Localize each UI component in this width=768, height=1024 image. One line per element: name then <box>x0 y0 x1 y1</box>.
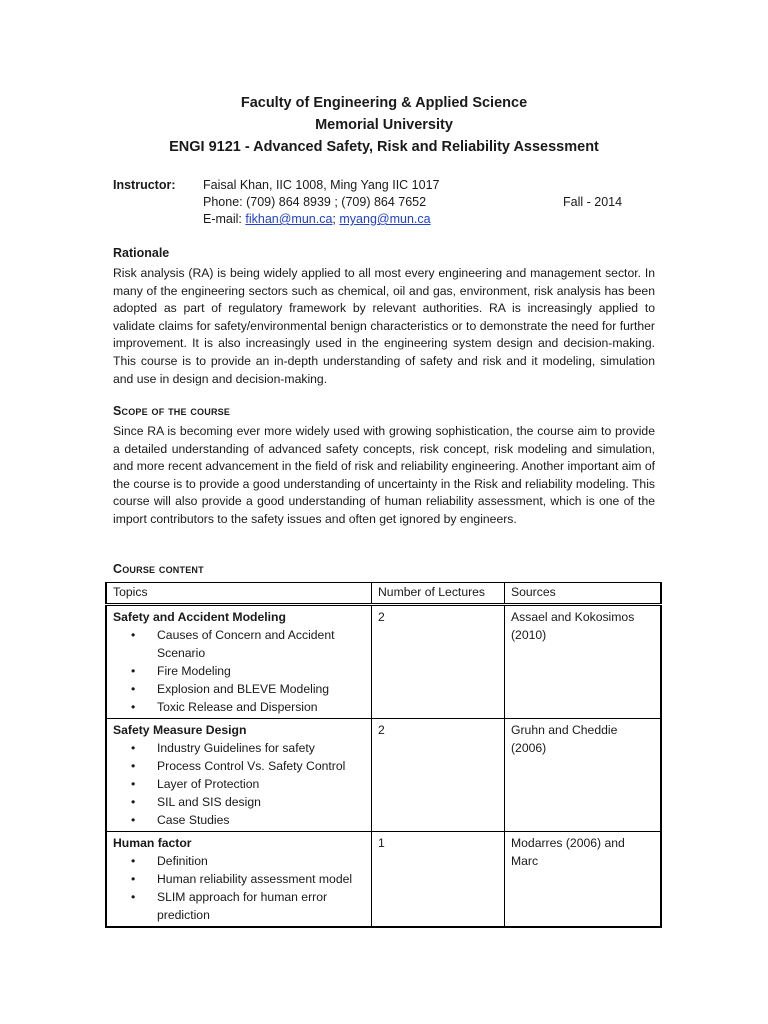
list-item: • Layer of Protection <box>157 775 365 793</box>
topic-cell <box>106 719 372 832</box>
lectures-cell: 1 <box>372 832 505 928</box>
table-row <box>106 719 661 832</box>
scope-text: Since RA is becoming ever more widely used with growing sophistication, the course aim to provide a detailed understanding of advanced safety concepts, risk concept, risk modeling and simulation, and more recent advancement in the field of risk and reliability engineering. Another important aim of the course is to provide a good understanding of uncertainty in the Risk and reliability modeling. This course will also provide a good understanding of human reliability assessment, which is one of the import contributors to the safety issues and often get ignored by engineers. <box>113 424 655 526</box>
topic-name: Safety Measure Design <box>113 723 247 737</box>
list-item: • Explosion and BLEVE Modeling <box>157 680 365 698</box>
instructor-email <box>203 212 431 226</box>
instructor-label: Instructor: <box>113 178 176 192</box>
column-header-topics: Topics <box>106 583 372 605</box>
email-separator: ; <box>332 212 340 226</box>
topic-cell <box>106 605 372 719</box>
source-cell: Gruhn and Cheddie (2006) <box>505 719 662 832</box>
rationale-heading: Rationale <box>113 246 170 260</box>
instructor-phone: Phone: (709) 864 8939 ; (709) 864 7652 <box>203 195 427 209</box>
list-item: • Causes of Concern and Accident Scenario <box>157 626 365 662</box>
scope-heading: Scope of the course <box>113 404 231 418</box>
list-item: • Industry Guidelines for safety <box>157 739 365 757</box>
table-header-row <box>106 583 661 605</box>
topic-cell <box>106 832 372 928</box>
email-link-khan[interactable]: fikhan@mun.ca <box>245 212 333 226</box>
instructor-names: Faisal Khan, IIC 1008, Ming Yang IIC 1017 <box>203 178 440 192</box>
list-item: • Human reliability assessment model <box>157 870 365 888</box>
column-header-sources: Sources <box>505 583 662 605</box>
table-row <box>106 832 661 928</box>
email-link-yang[interactable]: myang@mun.ca <box>339 212 431 226</box>
table-row <box>106 605 661 719</box>
rationale-text: Risk analysis (RA) is being widely applied to all most every engineering and management sector. In many of the engineering sectors such as chemical, oil and gas, environment, risk analysis has been adopted as part of regulatory framework by relevant authorities. RA is increasingly applied to validate claims for safety/environmental benign characteristics or to demonstrate the need for further improvement. It is also increasingly used in the engineering system design and decision-making. This course is to provide an in-depth understanding of safety and risk and it modeling, simulation and use in design and decision-making. <box>113 266 655 386</box>
lectures-cell: 2 <box>372 719 505 832</box>
course-title: ENGI 9121 - Advanced Safety, Risk and Reliability Assessment <box>169 139 599 155</box>
list-item: • Definition <box>157 852 365 870</box>
course-content-heading: Course content <box>113 562 204 576</box>
faculty-title: Faculty of Engineering & Applied Science <box>240 95 528 111</box>
topic-name: Safety and Accident Modeling <box>113 610 286 624</box>
list-item: • Fire Modeling <box>157 662 365 680</box>
column-header-lectures: Number of Lectures <box>372 583 505 605</box>
topic-name: Human factor <box>113 836 192 850</box>
course-content-table <box>105 582 662 928</box>
subtopic-list <box>113 739 365 829</box>
list-item: • Case Studies <box>157 811 365 829</box>
email-prefix: E-mail: <box>203 212 246 226</box>
subtopic-list <box>113 852 365 924</box>
university-title: Memorial University <box>315 117 453 133</box>
list-item: • SLIM approach for human error prediction <box>157 888 365 924</box>
list-item: • SIL and SIS design <box>157 793 365 811</box>
list-item: • Toxic Release and Dispersion <box>157 698 365 716</box>
term-label: Fall - 2014 <box>563 195 623 209</box>
lectures-cell: 2 <box>372 605 505 719</box>
list-item: • Process Control Vs. Safety Control <box>157 757 365 775</box>
subtopic-list <box>113 626 365 716</box>
source-cell: Modarres (2006) and Marc <box>505 832 662 928</box>
source-cell: Assael and Kokosimos (2010) <box>505 605 662 719</box>
